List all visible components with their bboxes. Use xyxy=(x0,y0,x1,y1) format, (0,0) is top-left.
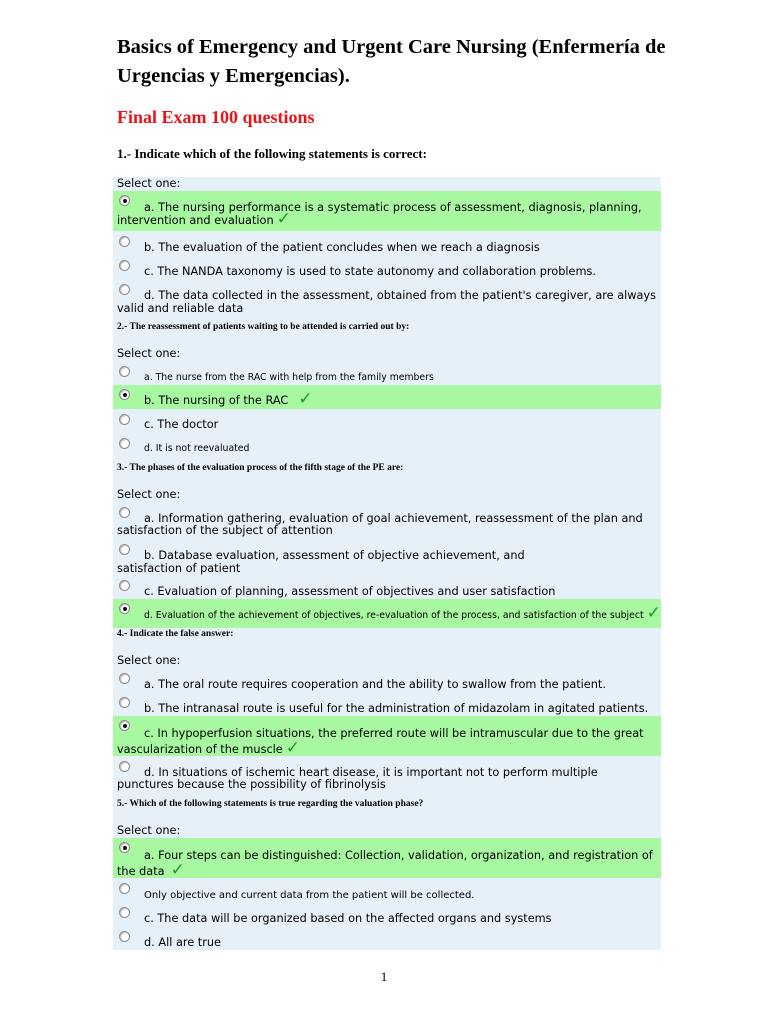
question-5-select-label: Select one: xyxy=(117,824,181,837)
option-text: b. The nursing of the RAC xyxy=(144,394,289,407)
question-3-option-b[interactable] xyxy=(113,540,661,576)
exam-subtitle: Final Exam 100 questions xyxy=(117,107,315,127)
check-mark-icon: ✓ xyxy=(285,738,301,758)
question-1-option-b[interactable] xyxy=(113,232,661,256)
option-text: a. The nurse from the RAC with help from the family members xyxy=(144,372,434,383)
option-text: a. The oral route requires cooperation and the ability to swallow from the patient. xyxy=(144,678,606,691)
question-5-heading: 5.- Which of the following statements is true regarding the valuation phase? xyxy=(117,799,424,809)
option-text: b. The evaluation of the patient concludes when we reach a diagnosis xyxy=(144,241,540,254)
question-3-option-a[interactable] xyxy=(113,503,661,539)
document-title: Basics of Emergency and Urgent Care Nursing (Enfermería de Urgencias y Emergencias). xyxy=(117,36,666,87)
question-5-option-a[interactable] xyxy=(113,838,661,878)
check-mark-icon: ✓ xyxy=(298,389,313,409)
option-text: d. It is not reevaluated xyxy=(144,443,250,454)
option-text: d. All are true xyxy=(144,936,221,949)
question-2-heading: 2.- The reassessment of patients waiting to be attended is carried out by: xyxy=(117,322,410,332)
question-1-option-c[interactable] xyxy=(113,256,661,280)
option-text: a. Four steps can be distinguished: Collection, validation, organization, and registration of the data xyxy=(117,849,653,878)
question-4-option-d[interactable] xyxy=(113,757,661,795)
question-3-option-c[interactable] xyxy=(113,576,661,598)
question-2-option-c[interactable] xyxy=(113,410,661,434)
question-4-option-c[interactable] xyxy=(113,716,661,756)
question-1-option-d[interactable] xyxy=(113,280,661,320)
option-text: b. The intranasal route is useful for the administration of midazolam in agitated patients. xyxy=(144,702,649,715)
check-mark-icon: ✓ xyxy=(646,603,661,623)
question-2-option-d[interactable] xyxy=(113,434,661,458)
option-text: Only objective and current data from the patient will be collected. xyxy=(144,890,475,901)
option-text: c. The doctor xyxy=(144,418,219,431)
option-text: d. In situations of ischemic heart disease, it is important not to perform multiple punctures because the possibility of fibrinolysis xyxy=(117,766,598,791)
question-5-option-b[interactable] xyxy=(113,879,661,903)
option-text: a. The nursing performance is a systematic process of assessment, diagnosis, planning, intervention and evaluation xyxy=(117,201,642,227)
question-1-option-a[interactable] xyxy=(113,191,661,231)
question-3-select-label: Select one: xyxy=(117,488,181,501)
option-text: c. The NANDA taxonomy is used to state autonomy and collaboration problems. xyxy=(144,265,596,278)
check-mark-icon: ✓ xyxy=(170,860,185,880)
option-text: d. The data collected in the assessment, obtained from the patient's caregiver, are always valid and reliable data xyxy=(117,289,657,315)
question-2-option-b[interactable] xyxy=(113,385,661,409)
question-4-select-label: Select one: xyxy=(117,654,181,667)
question-5-option-c[interactable] xyxy=(113,903,661,927)
question-1-select-label: Select one: xyxy=(117,177,181,190)
question-4-heading: 4.- Indicate the false answer: xyxy=(117,629,234,639)
question-1-heading: 1.- Indicate which of the following statements is correct: xyxy=(117,146,427,161)
check-mark-icon: ✓ xyxy=(276,209,291,229)
question-3-heading: 3.- The phases of the evaluation process of the fifth stage of the PE are: xyxy=(117,463,404,473)
page-number: 1 xyxy=(380,969,388,984)
question-2-select-label: Select one: xyxy=(117,347,181,360)
question-2-option-a[interactable] xyxy=(113,362,661,384)
option-text: a. Information gathering, evaluation of goal achievement, reassessment of the plan and satisfaction of the subject of attention xyxy=(117,512,643,537)
option-text: c. Evaluation of planning, assessment of objectives and user satisfaction xyxy=(144,585,556,598)
question-4-option-b[interactable] xyxy=(113,693,661,715)
option-text: c. The data will be organized based on the affected organs and systems xyxy=(144,912,552,925)
question-5-option-d[interactable] xyxy=(113,927,661,950)
question-3-option-d[interactable] xyxy=(113,599,661,628)
option-text: c. In hypoperfusion situations, the preferred route will be intramuscular due to the great vascularization of the muscle xyxy=(117,727,644,756)
question-4-option-a[interactable] xyxy=(113,669,661,693)
option-text: d. Evaluation of the achievement of objectives, re-evaluation of the process, and satisfaction of the subject xyxy=(144,610,644,621)
option-text: b. Database evaluation, assessment of objective achievement, and satisfaction of patient xyxy=(117,549,525,575)
